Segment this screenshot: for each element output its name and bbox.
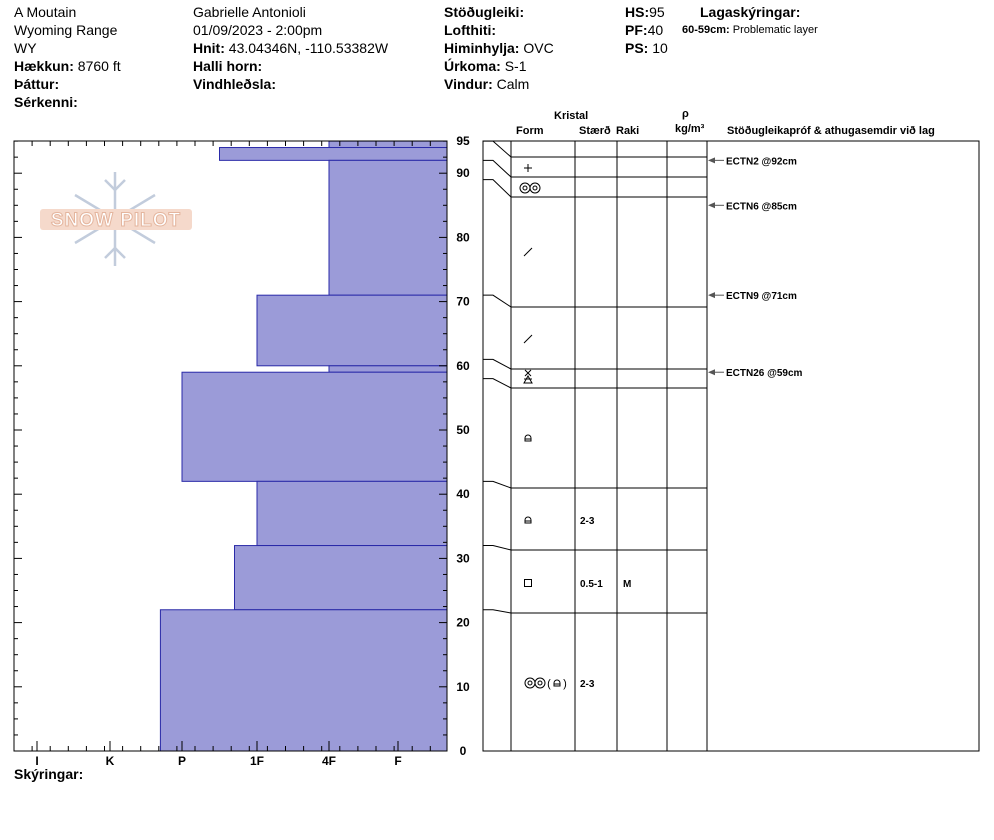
elevation-value: 8760 ft: [77, 58, 121, 74]
observation-datetime: 01/09/2023 - 2:00pm: [193, 22, 323, 38]
double-ring-icon: [520, 183, 540, 193]
stability-tests: [708, 156, 803, 379]
wind-loading-label: Vindhleðsla:: [193, 76, 276, 92]
layer-note-range: 60-59cm:: [682, 24, 730, 36]
wind-label: Vindur:: [444, 76, 493, 92]
hs-value: 95: [649, 4, 665, 20]
comments-label: Skýringar:: [14, 766, 84, 782]
hardness-tick-label: I: [35, 754, 39, 768]
layer-notes-label: Lagaskýringar:: [700, 4, 801, 20]
layer-size: 0.5-1: [580, 579, 603, 590]
hardness-bar: [329, 366, 447, 372]
stability-label: Stöðugleiki:: [444, 4, 525, 20]
svg-text:(: (: [547, 678, 551, 690]
moisture-header: Raki: [616, 125, 640, 137]
test-label: ECTN2 @92cm: [726, 156, 797, 168]
stability-test: [708, 291, 797, 302]
sky-value: OVC: [523, 40, 554, 56]
surface-hoar-icon: [524, 370, 532, 383]
layer-moisture: M: [623, 579, 632, 590]
depth-connector: [483, 610, 511, 613]
slope-label: Halli horn:: [193, 58, 263, 74]
stability-test: [708, 368, 803, 379]
hardness-bar: [329, 141, 447, 147]
hardness-profile: [160, 141, 447, 751]
depth-connector: [483, 481, 511, 488]
hardness-bar: [257, 295, 447, 366]
crystal-header: Kristal: [554, 110, 589, 122]
sky-label: Himinhylja:: [444, 40, 520, 56]
size-header: Stærð: [579, 125, 611, 137]
slash-icon: [524, 248, 532, 256]
stability-test: [708, 156, 797, 167]
depth-tick-label: 70: [456, 294, 470, 309]
hardness-bar: [160, 610, 447, 751]
layer-note-text: Problematic layer: [732, 24, 818, 36]
depth-connector: [483, 546, 511, 550]
hardness-bar: [235, 546, 448, 610]
test-label: ECTN6 @85cm: [726, 201, 797, 213]
hardness-tick-label: P: [177, 754, 187, 768]
hardness-bar: [329, 160, 447, 295]
precip-value: S-1: [504, 58, 527, 74]
hardness-tick-label: F: [394, 754, 402, 768]
features-label: Sérkenni:: [14, 94, 78, 110]
slash-icon: [524, 335, 532, 343]
hardness-tick-label: 1F: [249, 754, 265, 768]
density-unit-header: kg/m³: [675, 123, 705, 135]
depth-connector: [483, 141, 511, 157]
depth-connector: [483, 180, 511, 197]
precip-label: Úrkoma:: [444, 58, 501, 74]
layer-table-border: [483, 141, 979, 751]
test-label: ECTN26 @59cm: [726, 368, 803, 380]
layer-size: 2-3: [580, 516, 595, 527]
snowpilot-logo: [40, 172, 192, 266]
ps-label: PS:: [625, 40, 649, 56]
plus-icon: [524, 164, 532, 172]
depth-tick-label: 40: [456, 487, 470, 502]
stability-test: [708, 201, 797, 212]
depth-tick-label: 95: [456, 134, 470, 149]
depth-tick-label: 20: [456, 615, 470, 630]
hardness-tick-label: K: [105, 754, 115, 768]
location-name: A Moutain: [14, 4, 77, 20]
state-name: WY: [14, 40, 37, 56]
form-header: Form: [516, 125, 544, 137]
observer-name: Gabrielle Antonioli: [193, 4, 306, 20]
depth-tick-label: 10: [456, 679, 470, 694]
depth-connector: [483, 379, 511, 388]
svg-text:): ): [563, 678, 567, 690]
tests-header: Stöðugleikapróf & athugasemdir við lag: [727, 125, 935, 137]
square-icon: [525, 580, 532, 587]
depth-tick-label: 0: [459, 744, 467, 758]
depth-tick-label: 60: [456, 358, 470, 373]
coords-value: 43.04346N, -110.53382W: [228, 40, 389, 56]
hardness-bar: [257, 481, 447, 545]
layer-size: 2-3: [580, 679, 595, 690]
rho-header: ρ: [682, 108, 689, 120]
test-arrow-icon: [708, 157, 715, 163]
depth-tick-label: 30: [456, 551, 470, 566]
faceted-rounded-icon: [525, 435, 531, 441]
depth-connector: [483, 160, 511, 177]
hardness-bar: [182, 372, 447, 481]
layer-table: [483, 141, 979, 751]
range-name: Wyoming Range: [14, 22, 118, 38]
wind-value: Calm: [496, 76, 530, 92]
test-arrow-icon: [708, 369, 715, 375]
faceted-rounded-icon: [525, 517, 531, 523]
hardness-bar: [220, 148, 448, 161]
depth-tick-label: 50: [456, 423, 470, 437]
depth-connector: [483, 359, 511, 369]
test-label: ECTN9 @71cm: [726, 291, 797, 303]
logo-text: SNOW PILOT: [50, 210, 182, 231]
hardness-tick-label: 4F: [321, 754, 337, 768]
elevation-label: Hækkun:: [14, 58, 74, 74]
air-temp-label: Lofthiti:: [444, 22, 497, 38]
pf-label: PF:: [625, 22, 648, 38]
aspect-label: Þáttur:: [14, 76, 60, 92]
test-arrow-icon: [708, 202, 715, 208]
coords-label: Hnit:: [193, 40, 225, 56]
depth-connector: [483, 295, 511, 307]
depth-tick-label: 80: [456, 230, 470, 245]
depth-tick-label: 90: [456, 166, 470, 181]
pf-value: 40: [647, 22, 664, 38]
test-arrow-icon: [708, 292, 715, 298]
double-ring-faceted-icon: [525, 678, 567, 690]
ps-value: 10: [652, 40, 668, 56]
hs-label: HS:: [625, 4, 650, 20]
